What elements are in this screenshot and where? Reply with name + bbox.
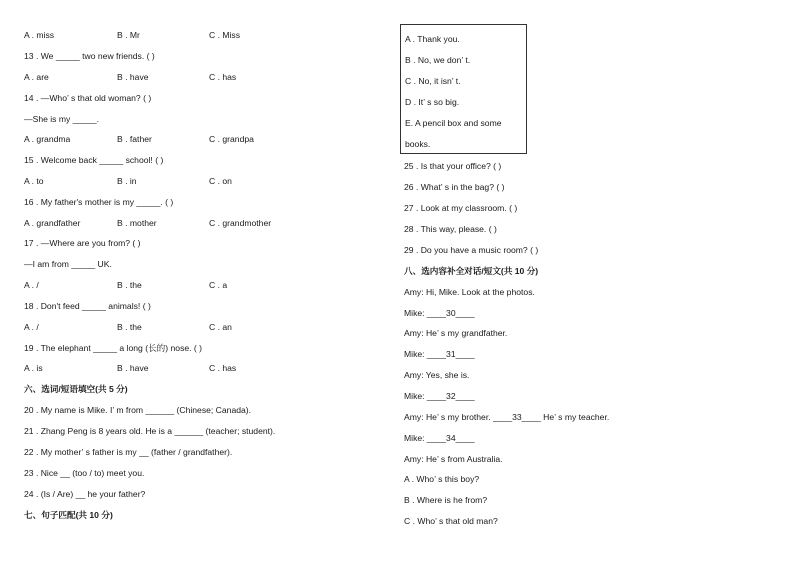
q15-option-a: A . to [24, 176, 44, 186]
question-16: 16 . My father's mother is my _____. ( ) [24, 197, 174, 207]
question-17: 17 . —Where are you from? ( ) [24, 238, 141, 248]
dialogue-line-9: Amy: He’ s from Australia. [404, 454, 503, 464]
box-option-b: B . No, we don’ t. [405, 55, 471, 65]
q15-option-c: C . on [209, 176, 232, 186]
question-27: 27 . Look at my classroom. ( ) [404, 203, 518, 213]
q12-option-b: B . Mr [117, 30, 140, 40]
question-19: 19 . The elephant _____ a long (长的) nose. ( ) [24, 343, 203, 353]
q14-option-c: C . grandpa [209, 134, 254, 144]
q15-option-b: B . in [117, 176, 137, 186]
dialogue-option-a: A . Who’ s this boy? [404, 474, 480, 484]
q19-option-a: A . is [24, 363, 43, 373]
question-15: 15 . Welcome back _____ school! ( ) [24, 155, 164, 165]
dialogue-line-6: Mike: ____32____ [404, 391, 475, 401]
dialogue-line-1: Amy: Hi, Mike. Look at the photos. [404, 287, 535, 297]
question-28: 28 . This way, please. ( ) [404, 224, 497, 234]
question-13: 13 . We _____ two new friends. ( ) [24, 51, 155, 61]
box-option-e: E. A pencil box and some [405, 118, 502, 128]
section-8-heading: 八、选内容补全对话/短文(共 10 分) [404, 266, 539, 276]
section-7-heading: 七、句子匹配(共 10 分) [24, 510, 113, 520]
question-22: 22 . My mother’ s father is my __ (father / grandfather). [24, 447, 233, 457]
q16-option-a: A . grandfather [24, 218, 81, 228]
q18-option-a: A . / [24, 322, 39, 332]
question-26: 26 . What’ s in the bag? ( ) [404, 182, 505, 192]
q17-option-c: C . a [209, 280, 228, 290]
q12-option-c: C . Miss [209, 30, 241, 40]
q13-option-c: C . has [209, 72, 237, 82]
q18-option-c: C . an [209, 322, 232, 332]
q17-option-a: A . / [24, 280, 39, 290]
box-option-a: A . Thank you. [405, 34, 460, 44]
q12-option-a: A . miss [24, 30, 55, 40]
dialogue-line-8: Mike: ____34____ [404, 433, 475, 443]
section-6-heading: 六、选词/短语填空(共 5 分) [24, 384, 128, 394]
dialogue-line-5: Amy: Yes, she is. [404, 370, 470, 380]
q16-option-b: B . mother [117, 218, 157, 228]
question-29: 29 . Do you have a music room? ( ) [404, 245, 539, 255]
matching-options-box [400, 24, 527, 154]
q19-option-c: C . has [209, 363, 237, 373]
question-20: 20 . My name is Mike. I’ m from ______ (Chinese; Canada). [24, 405, 252, 415]
q14-option-a: A . grandma [24, 134, 71, 144]
question-14: 14 . —Who’ s that old woman? ( ) [24, 93, 152, 103]
dialogue-line-7: Amy: He’ s my brother. ____33____ He’ s my teacher. [404, 412, 610, 422]
q13-option-b: B . have [117, 72, 149, 82]
dialogue-option-b: B . Where is he from? [404, 495, 488, 505]
q18-option-b: B . the [117, 322, 142, 332]
question-21: 21 . Zhang Peng is 8 years old. He is a ______ (teacher; student). [24, 426, 276, 436]
box-option-d: D . It’ s so big. [405, 97, 460, 107]
q19-option-b: B . have [117, 363, 149, 373]
box-option-c: C . No, it isn’ t. [405, 76, 461, 86]
dialogue-line-4: Mike: ____31____ [404, 349, 475, 359]
question-24: 24 . (Is / Are) __ he your father? [24, 489, 146, 499]
q13-option-a: A . are [24, 72, 49, 82]
q16-option-c: C . grandmother [209, 218, 272, 228]
box-option-e-cont: books. [405, 139, 431, 149]
question-23: 23 . Nice __ (too / to) meet you. [24, 468, 145, 478]
q17-option-b: B . the [117, 280, 142, 290]
dialogue-line-3: Amy: He’ s my grandfather. [404, 328, 508, 338]
question-18: 18 . Don't feed _____ animals! ( ) [24, 301, 151, 311]
question-25: 25 . Is that your office? ( ) [404, 161, 502, 171]
q14-option-b: B . father [117, 134, 152, 144]
dialogue-option-c: C . Who’ s that old man? [404, 516, 498, 526]
dialogue-line-2: Mike: ____30____ [404, 308, 475, 318]
question-14-reply: —She is my _____. [24, 114, 99, 124]
question-17-reply: —I am from _____ UK. [24, 259, 112, 269]
